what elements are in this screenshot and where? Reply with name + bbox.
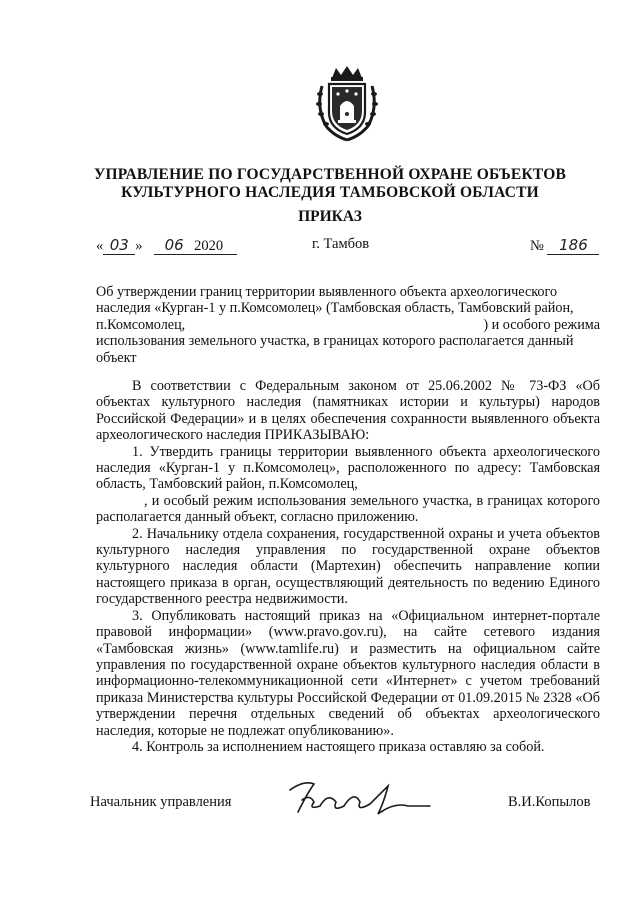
order-intro: В соответствии с Федеральным законом от 25.06.2002 № 73-ФЗ «Об объектах культурного наследия (памятниках истории и культуры) народов Российской Федерации» и в целях обеспечения сохранности выявленного объекта археологического наследия ПРИКАЗЫВАЮ: <box>96 378 600 444</box>
order-subject: Об утверждении границ территории выявленного объекта археологического наследия «Курган-1 у п.Комсомолец» (Тамбовская область, Тамбовский район, п.Комсомолец, ) и особого режима использования земельного участка, в границах которого располагается данный объект <box>96 284 600 366</box>
authority-name-line2: КУЛЬТУРНОГО НАСЛЕДИЯ ТАМБОВСКОЙ ОБЛАСТИ <box>121 184 539 201</box>
order-item-1b: , и особый режим использования земельного участка, в границах которого располагается данный объект, согласно приложению. <box>96 492 600 526</box>
order-item-4: 4. Контроль за исполнением настоящего приказа оставляю за собой. <box>132 738 545 755</box>
order-number: № 186 <box>530 236 599 255</box>
order-item-3: 3. Опубликовать настоящий приказ на «Официальном интернет-портале правовой информации» (www.pravo.gov.ru), на сайте сетевого издания «Тамбовская жизнь» (www.tamlife.ru) и разместить на официальном сайте управления по государственной охране объектов культурного наследия области в информационно-телекоммуникационной сети «Интернет» с учетом требований приказа Министерства культуры Российской Федерации от 01.09.2015 № 2328 «Об утверждении перечня отдельных сведений об объектах археологического наследия, которые не подлежат опубликованию». <box>96 607 600 739</box>
signatory-position: Начальник управления <box>90 794 232 810</box>
order-item-2: 2. Начальнику отдела сохранения, государственной охраны и учета объектов культурного наследия управления по государственной охране объектов культурного наследия области (Мартехин) обеспечить направление копии настоящего приказа в орган, осуществляющий деятельность по ведению Единого государственного реестра недвижимости. <box>96 525 600 608</box>
order-year: 2020 <box>194 238 237 255</box>
order-item-1a: 1. Утвердить границы территории выявленного объекта археологического наследия «Курган-1 у п.Комсомолец», расположенного по адресу: Тамбовская область, Тамбовский район, п.Комсомолец, <box>96 443 600 493</box>
coat-of-arms-icon <box>314 64 380 142</box>
document-type: ПРИКАЗ <box>298 208 362 225</box>
signatory-name: В.И.Копылов <box>508 794 591 810</box>
order-number-value: 186 <box>547 236 599 255</box>
order-body <box>96 378 600 755</box>
signature-icon <box>284 772 434 822</box>
order-day: 03 <box>103 236 135 255</box>
order-date: « 03 » 06 2020 <box>96 236 237 255</box>
order-city: г. Тамбов <box>312 236 370 252</box>
order-month: 06 <box>154 236 194 255</box>
authority-name-line1: УПРАВЛЕНИЕ ПО ГОСУДАРСТВЕННОЙ ОХРАНЕ ОБЪЕКТОВ <box>93 166 567 183</box>
